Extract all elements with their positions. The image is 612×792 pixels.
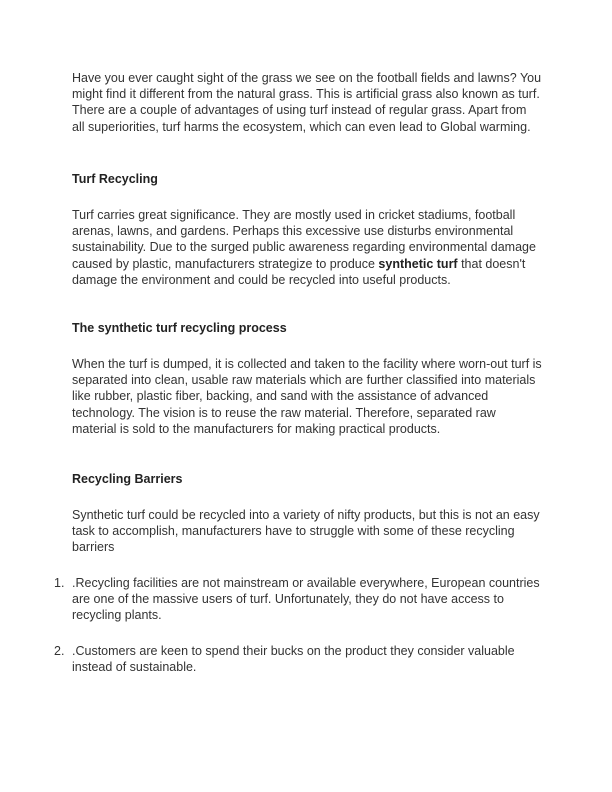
heading-recycling-barriers: Recycling Barriers [72, 472, 183, 486]
list-item-text: .Customers are keen to spend their bucks on the product they consider valuable instead of sustainable. [72, 644, 515, 675]
turf-recycling-paragraph [72, 207, 542, 288]
heading-turf-recycling: Turf Recycling [72, 172, 158, 186]
turf-recycling-text-before: Turf carries great significance. They are mostly used in cricket stadiums, football arenas, lawns, and gardens. Perhaps this excessive use disturbs environmental sustainability. Due to the surged public awareness regarding environmental damage caused by plastic, manufacturers strategize to produce [72, 208, 536, 271]
list-item-number: 2. [54, 644, 65, 658]
synthetic-turf-bold-text: synthetic turf [378, 256, 458, 271]
intro-paragraph: Have you ever caught sight of the grass we see on the football fields and lawns? You might find it different from the natural grass. This is artificial grass also known as turf. There are a couple of advantages of using turf instead of regular grass. Apart from all superiorities, turf harms the ecosystem, which can even lead to Global warming. [72, 71, 542, 134]
list-item-number: 1. [54, 576, 65, 590]
list-item-text: .Recycling facilities are not mainstream or available everywhere, European countries are one of the massive users of turf. Unfortunately, they do not have access to recycling plants. [72, 576, 540, 623]
heading-recycling-process: The synthetic turf recycling process [72, 321, 287, 335]
turf-recycling-text-after: that doesn't damage the environment and could be recycled into useful products. [72, 256, 526, 287]
recycling-process-paragraph: When the turf is dumped, it is collected and taken to the facility where worn-out turf is separated into clean, usable raw materials which are further classified into materials like rubber, plastic fiber, backing, and sand with the assistance of advanced technology. The vision is to reuse the raw material. Therefore, separated raw material is sold to the manufacturers for making practical products. [72, 357, 542, 436]
recycling-barriers-paragraph: Synthetic turf could be recycled into a variety of nifty products, but this is not an easy task to accomplish, manufacturers have to struggle with some of these recycling barriers [72, 508, 540, 555]
